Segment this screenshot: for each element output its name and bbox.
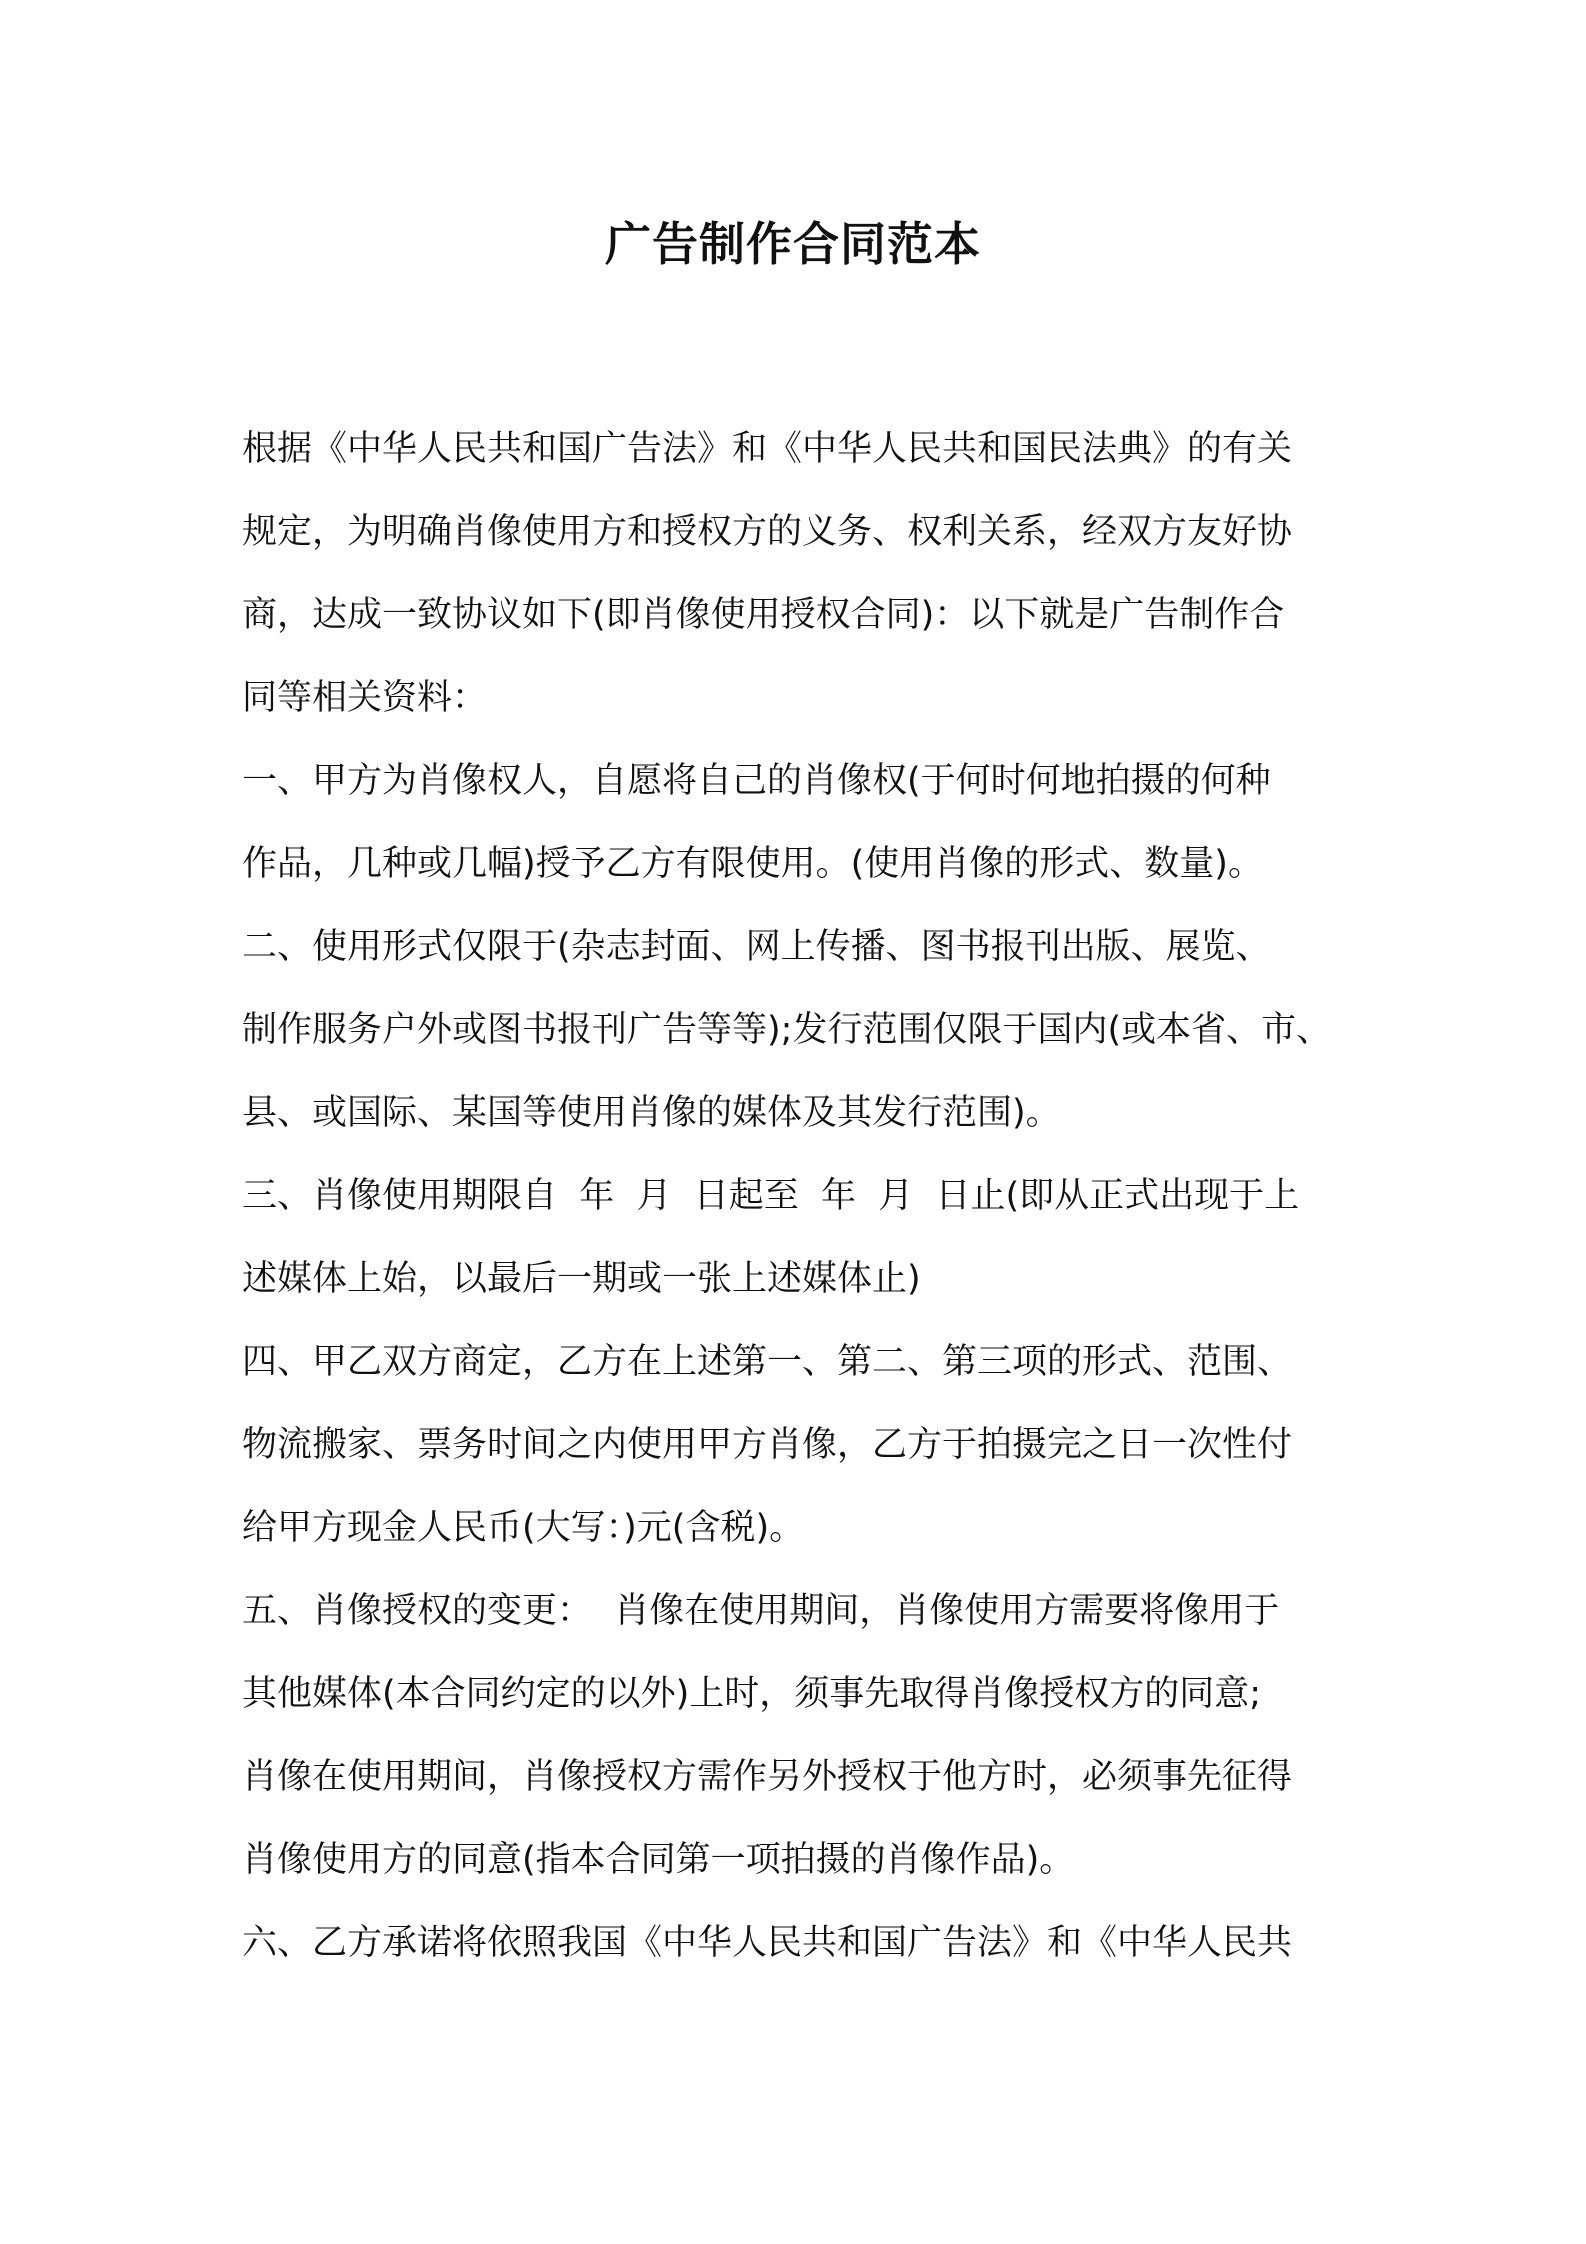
clause-2-line: 二、使用形式仅限于(杂志封面、网上传播、图书报刊出版、展览、 (242, 927, 1271, 967)
clause-4-line: 物流搬家、票务时间之内使用甲方肖像，乙方于拍摄完之日一次性付 (242, 1425, 1293, 1465)
clause-5-line: 其他媒体(本合同约定的以外)上时，须事先取得肖像授权方的同意; (242, 1674, 1262, 1714)
clause-3-line: 述媒体上始，以最后一期或一张上述媒体止) (242, 1259, 921, 1299)
clause-2-line: 制作服务户外或图书报刊广告等等);发行范围仅限于国内(或本省、市、 (242, 1010, 1332, 1050)
document-body (242, 408, 1362, 1985)
clause-2-line: 县、或国际、某国等使用肖像的媒体及其发行范围)。 (242, 1093, 1061, 1133)
body-line: 同等相关资料： (242, 678, 488, 718)
clause-6-line: 六、乙方承诺将依照我国《中华人民共和国广告法》和《中华人民共 (242, 1923, 1293, 1963)
body-line: 根据《中华人民共和国广告法》和《中华人民共和国民法典》的有关 (242, 429, 1293, 469)
clause-1-line: 一、甲方为肖像权人，自愿将自己的肖像权(于何时何地拍摄的何种 (242, 761, 1271, 801)
clause-4-line: 四、甲乙双方商定，乙方在上述第一、第二、第三项的形式、范围、 (242, 1342, 1293, 1382)
body-line: 商，达成一致协议如下(即肖像使用授权合同)：以下就是广告制作合 (242, 595, 1285, 635)
clause-5-line: 五、肖像授权的变更： 肖像在使用期间，肖像使用方需要将像用于 (242, 1591, 1280, 1631)
clause-1-line: 作品，几种或几幅)授予乙方有限使用。(使用肖像的形式、数量)。 (242, 844, 1263, 884)
clause-4-line: 给甲方现金人民币(大写：)元(含税)。 (242, 1508, 805, 1548)
document-title: 广告制作合同范本 (605, 217, 981, 271)
clause-3-line: 三、肖像使用期限自 年 月 日起至 年 月 日止(即从正式出现于上 (242, 1176, 1300, 1216)
clause-5-line: 肖像使用方的同意(指本合同第一项拍摄的肖像作品)。 (242, 1840, 1075, 1880)
clause-5-line: 肖像在使用期间，肖像授权方需作另外授权于他方时，必须事先征得 (242, 1757, 1293, 1797)
body-line: 规定，为明确肖像使用方和授权方的义务、权利关系，经双方友好协 (242, 512, 1293, 552)
